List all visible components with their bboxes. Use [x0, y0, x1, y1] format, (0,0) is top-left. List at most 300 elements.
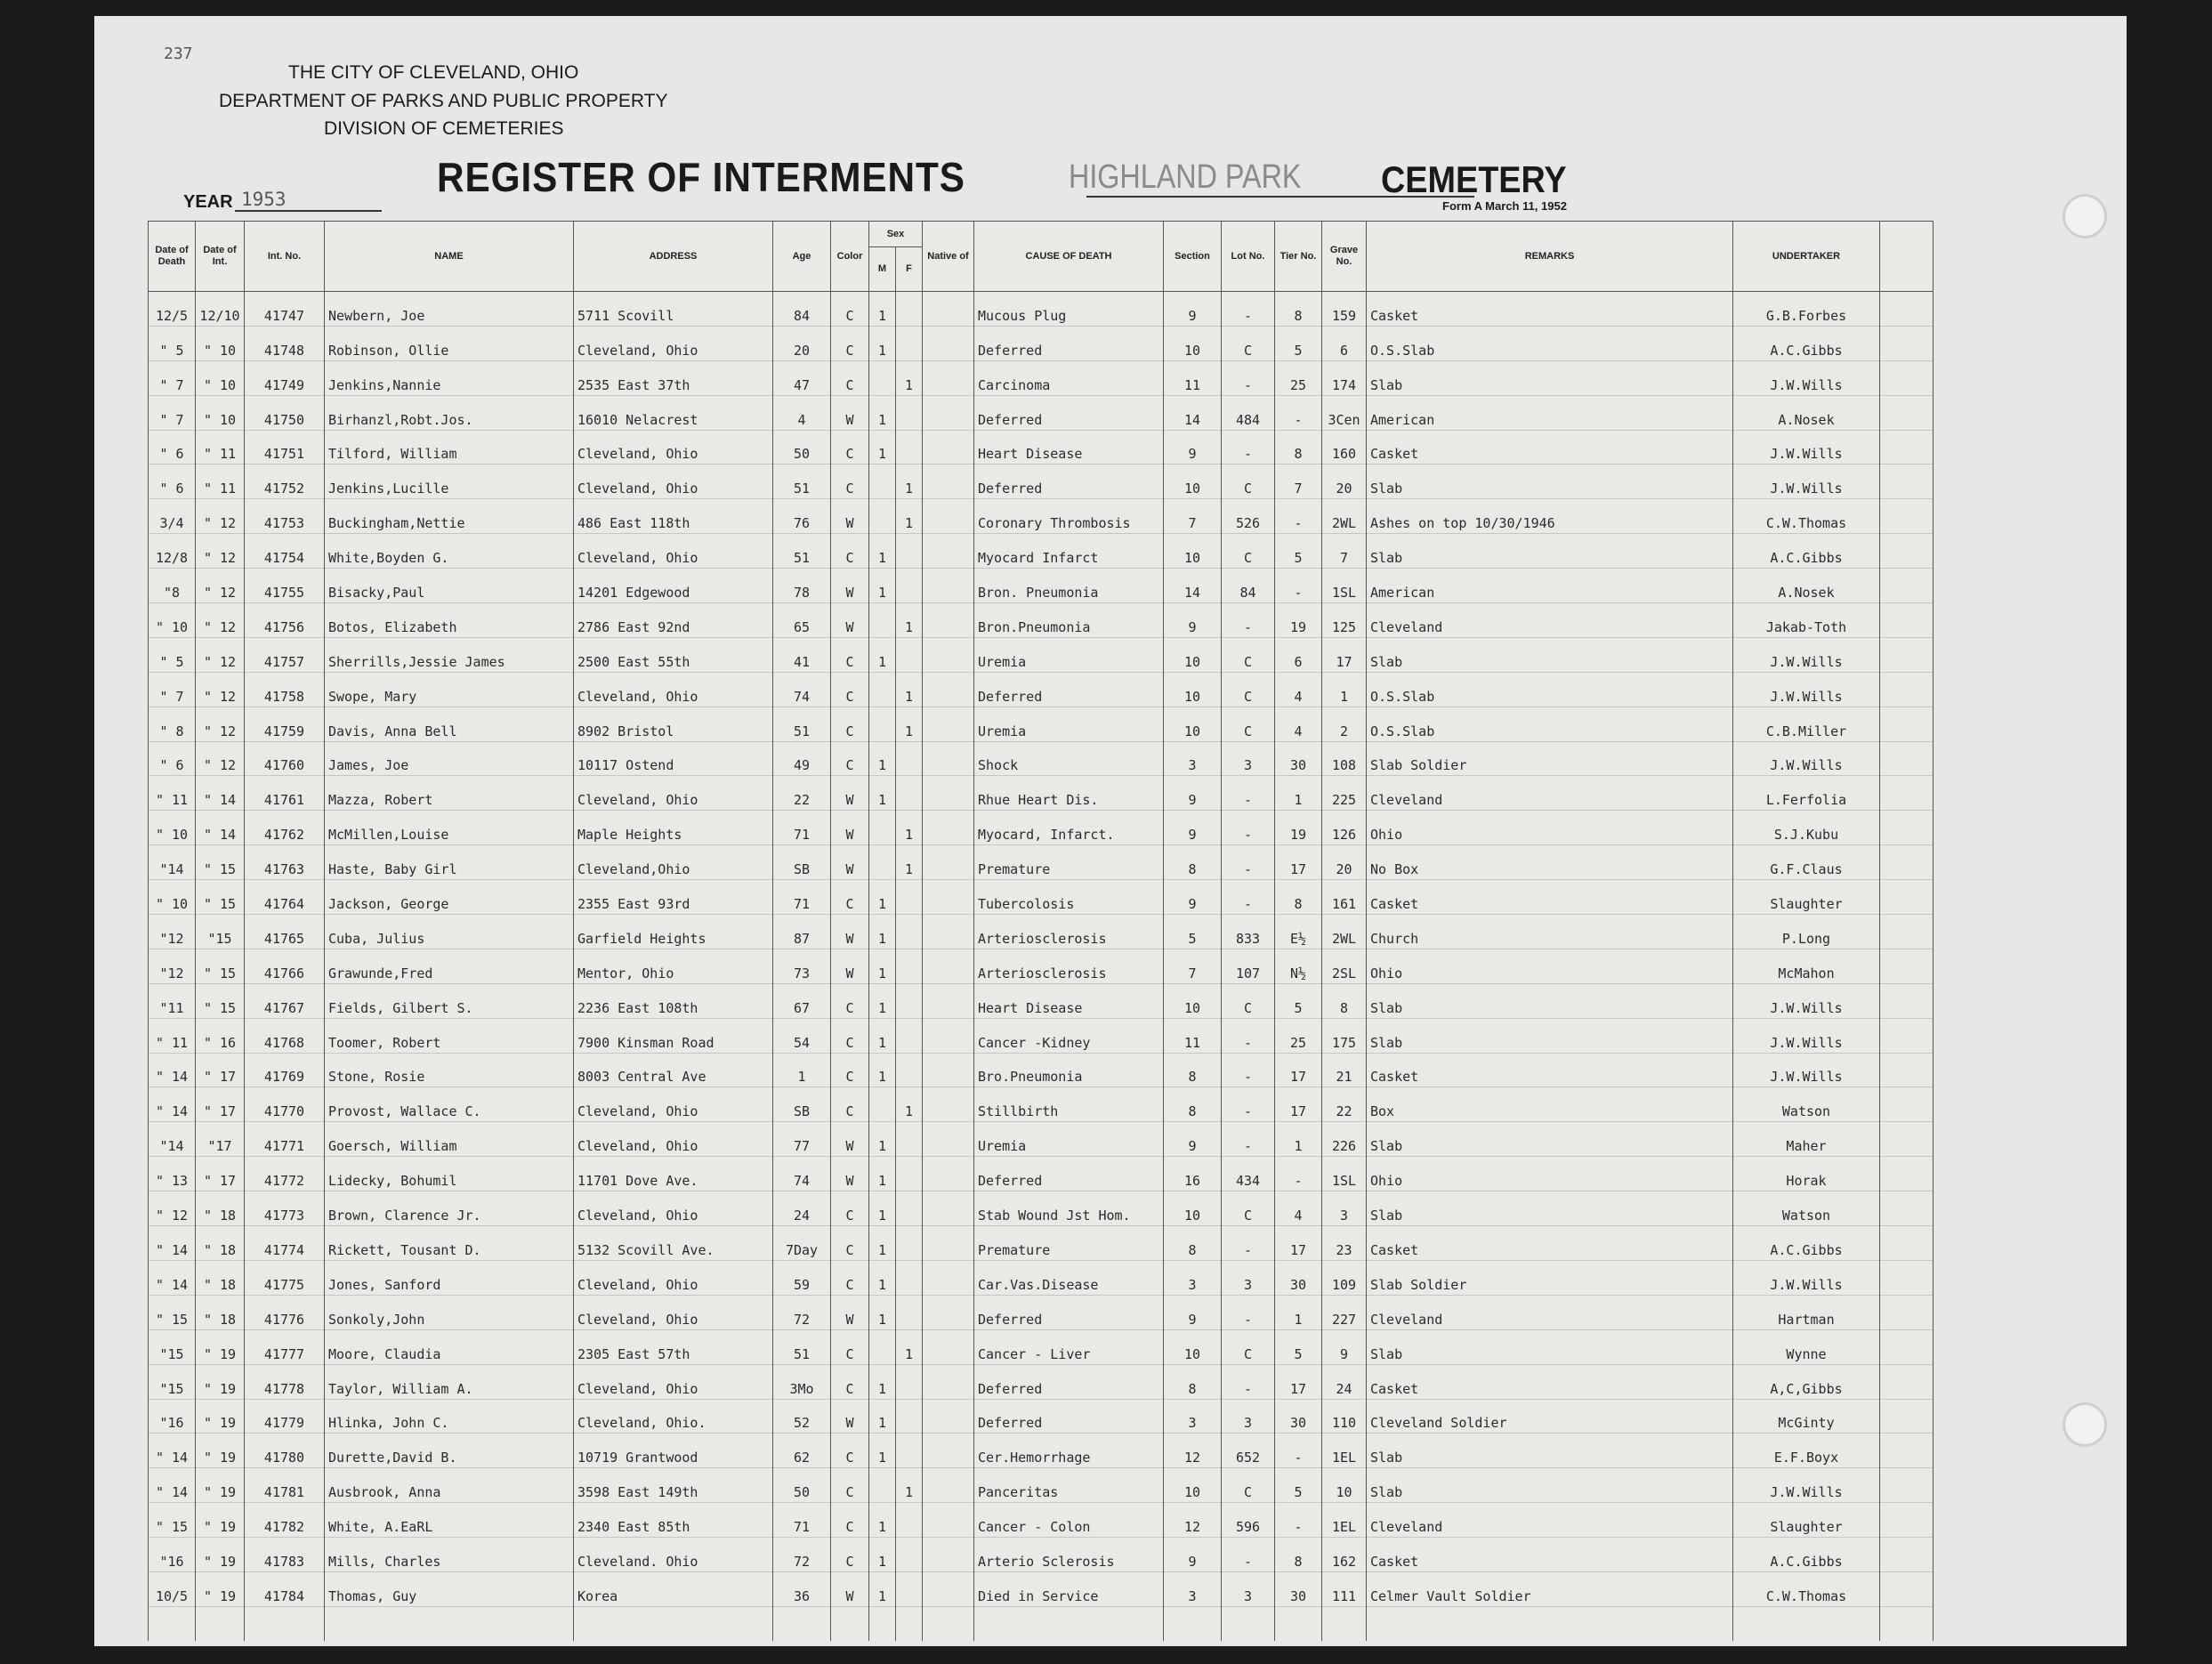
cell-cause: Heart Disease — [974, 430, 1164, 464]
cell-sex-f: 1 — [896, 464, 923, 499]
cell-int-no: 41771 — [245, 1122, 325, 1157]
cell-name: Toomer, Robert — [325, 1018, 574, 1053]
col-blank — [1880, 222, 1933, 292]
cell-address: Cleveland, Ohio — [574, 1191, 773, 1226]
cell-section: 9 — [1164, 1538, 1222, 1572]
cell-date-of-int: " 19 — [196, 1538, 245, 1572]
cell-int-no: 41781 — [245, 1468, 325, 1503]
cell-grave-no: 2WL — [1322, 915, 1367, 949]
cell-cause: Heart Disease — [974, 983, 1164, 1018]
cell-color: C — [831, 637, 869, 672]
cell-blank — [1880, 1295, 1933, 1329]
cell-section: 3 — [1164, 1260, 1222, 1295]
cell-blank — [1880, 1157, 1933, 1191]
cell-remarks: Cleveland — [1367, 776, 1733, 811]
cell-sex-f — [896, 1538, 923, 1572]
cell-date-of-int: " 15 — [196, 845, 245, 880]
cell-name: James, Joe — [325, 741, 574, 776]
cell-color: C — [831, 1260, 869, 1295]
cell-date-of-death: " 8 — [149, 707, 196, 741]
cell-remarks: Slab — [1367, 1434, 1733, 1468]
cell-remarks: Slab — [1367, 464, 1733, 499]
table-row — [149, 949, 1933, 983]
cell-remarks: Slab — [1367, 1018, 1733, 1053]
cell-tier-no: 4 — [1275, 672, 1322, 707]
cell-date-of-int: " 18 — [196, 1226, 245, 1261]
cell-lot-no: - — [1222, 880, 1275, 915]
cell-sex-m — [869, 707, 896, 741]
cell-tier-no: 5 — [1275, 534, 1322, 569]
cell-tier-no: - — [1275, 1434, 1322, 1468]
cell-remarks: American — [1367, 395, 1733, 430]
binder-ring-bottom — [2063, 1402, 2107, 1447]
cell-grave-no: 110 — [1322, 1399, 1367, 1434]
cell-undertaker: A.C.Gibbs — [1733, 534, 1880, 569]
cell-sex-f — [896, 915, 923, 949]
cell-sex-m: 1 — [869, 1295, 896, 1329]
cell-age: 71 — [773, 1503, 831, 1538]
cell-age: 7Day — [773, 1226, 831, 1261]
cell-section: 16 — [1164, 1157, 1222, 1191]
cell-empty — [1880, 1606, 1933, 1640]
cell-address: 8003 Central Ave — [574, 1053, 773, 1087]
cell-empty — [245, 1606, 325, 1640]
cell-sex-f: 1 — [896, 811, 923, 845]
cell-grave-no: 1EL — [1322, 1434, 1367, 1468]
cell-native-of — [923, 1434, 974, 1468]
cell-age: 74 — [773, 1157, 831, 1191]
table-row — [149, 811, 1933, 845]
cell-grave-no: 226 — [1322, 1122, 1367, 1157]
cell-grave-no: 20 — [1322, 464, 1367, 499]
col-name: NAME — [325, 222, 574, 292]
table-row — [149, 880, 1933, 915]
cell-address: Mentor, Ohio — [574, 949, 773, 983]
cell-section: 9 — [1164, 292, 1222, 327]
cell-address: 16010 Nelacrest — [574, 395, 773, 430]
cell-blank — [1880, 1087, 1933, 1122]
cell-name: Robinson, Ollie — [325, 326, 574, 360]
cell-date-of-death: "8 — [149, 569, 196, 603]
cell-date-of-death: " 7 — [149, 395, 196, 430]
cell-age: 67 — [773, 983, 831, 1018]
cell-sex-m — [869, 845, 896, 880]
cell-section: 8 — [1164, 1087, 1222, 1122]
cell-grave-no: 24 — [1322, 1364, 1367, 1399]
cell-grave-no: 2WL — [1322, 499, 1367, 534]
cell-cause: Myocard Infarct — [974, 534, 1164, 569]
table-row — [149, 1260, 1933, 1295]
cell-remarks: Slab Soldier — [1367, 1260, 1733, 1295]
cell-lot-no: 652 — [1222, 1434, 1275, 1468]
cell-color: C — [831, 464, 869, 499]
table-row — [149, 1157, 1933, 1191]
cell-cause: Bro.Pneumonia — [974, 1053, 1164, 1087]
cell-cause: Panceritas — [974, 1468, 1164, 1503]
cell-lot-no: - — [1222, 1538, 1275, 1572]
cell-color: W — [831, 603, 869, 638]
cell-grave-no: 23 — [1322, 1226, 1367, 1261]
cell-sex-f — [896, 1399, 923, 1434]
cell-grave-no: 125 — [1322, 603, 1367, 638]
cell-name: Jones, Sanford — [325, 1260, 574, 1295]
cell-sex-m — [869, 1468, 896, 1503]
cell-native-of — [923, 1122, 974, 1157]
cell-undertaker: A.Nosek — [1733, 395, 1880, 430]
cell-blank — [1880, 569, 1933, 603]
cell-blank — [1880, 1571, 1933, 1606]
cell-lot-no: - — [1222, 1295, 1275, 1329]
cell-cause: Coronary Thrombosis — [974, 499, 1164, 534]
cell-date-of-death: " 14 — [149, 1053, 196, 1087]
cell-date-of-death: " 14 — [149, 1087, 196, 1122]
cell-empty — [325, 1606, 574, 1640]
cell-date-of-int: " 10 — [196, 326, 245, 360]
cell-section: 3 — [1164, 741, 1222, 776]
cell-remarks: Church — [1367, 915, 1733, 949]
cell-sex-m — [869, 672, 896, 707]
cell-tier-no: 19 — [1275, 811, 1322, 845]
cell-tier-no: 4 — [1275, 707, 1322, 741]
cell-address: Cleveland, Ohio — [574, 464, 773, 499]
cell-native-of — [923, 1329, 974, 1364]
cell-cause: Deferred — [974, 1399, 1164, 1434]
cell-date-of-int: " 18 — [196, 1295, 245, 1329]
cell-lot-no: - — [1222, 1018, 1275, 1053]
cell-grave-no: 1SL — [1322, 1157, 1367, 1191]
cell-section: 8 — [1164, 1053, 1222, 1087]
cell-sex-f — [896, 1122, 923, 1157]
cell-date-of-int: " 12 — [196, 569, 245, 603]
cell-remarks: Slab — [1367, 983, 1733, 1018]
cell-name: Sonkoly,John — [325, 1295, 574, 1329]
cell-grave-no: 225 — [1322, 776, 1367, 811]
cell-cause: Rhue Heart Dis. — [974, 776, 1164, 811]
cell-address: Maple Heights — [574, 811, 773, 845]
cell-address: 2340 East 85th — [574, 1503, 773, 1538]
cell-cause: Uremia — [974, 637, 1164, 672]
cell-address: 486 East 118th — [574, 499, 773, 534]
cell-date-of-death: "12 — [149, 949, 196, 983]
table-row — [149, 292, 1933, 327]
cell-name: Jenkins,Lucille — [325, 464, 574, 499]
cell-native-of — [923, 534, 974, 569]
col-section: Section — [1164, 222, 1222, 292]
cell-section: 10 — [1164, 1468, 1222, 1503]
cell-undertaker: Slaughter — [1733, 1503, 1880, 1538]
cell-blank — [1880, 1503, 1933, 1538]
cell-native-of — [923, 1468, 974, 1503]
cell-int-no: 41752 — [245, 464, 325, 499]
cell-blank — [1880, 1329, 1933, 1364]
cell-blank — [1880, 811, 1933, 845]
cell-grave-no: 17 — [1322, 637, 1367, 672]
cell-lot-no: C — [1222, 983, 1275, 1018]
cell-native-of — [923, 776, 974, 811]
cell-tier-no: 17 — [1275, 1087, 1322, 1122]
cell-lot-no: - — [1222, 811, 1275, 845]
cell-remarks: O.S.Slab — [1367, 707, 1733, 741]
cell-int-no: 41755 — [245, 569, 325, 603]
cell-int-no: 41762 — [245, 811, 325, 845]
cell-cause: Carcinoma — [974, 360, 1164, 395]
cell-blank — [1880, 741, 1933, 776]
cell-sex-f: 1 — [896, 672, 923, 707]
cell-undertaker: J.W.Wills — [1733, 430, 1880, 464]
table-row — [149, 741, 1933, 776]
cell-date-of-int: " 10 — [196, 395, 245, 430]
cell-native-of — [923, 1260, 974, 1295]
cell-date-of-death: "15 — [149, 1329, 196, 1364]
cell-grave-no: 6 — [1322, 326, 1367, 360]
col-tier-no: Tier No. — [1275, 222, 1322, 292]
col-address: ADDRESS — [574, 222, 773, 292]
cell-date-of-int: " 19 — [196, 1399, 245, 1434]
cell-blank — [1880, 915, 1933, 949]
cell-blank — [1880, 880, 1933, 915]
cell-int-no: 41748 — [245, 326, 325, 360]
cell-sex-m: 1 — [869, 637, 896, 672]
cell-color: C — [831, 430, 869, 464]
cell-cause: Myocard, Infarct. — [974, 811, 1164, 845]
cell-cause: Tubercolosis — [974, 880, 1164, 915]
cell-cause: Deferred — [974, 395, 1164, 430]
table-row — [149, 1122, 1933, 1157]
cell-int-no: 41775 — [245, 1260, 325, 1295]
cell-age: 51 — [773, 464, 831, 499]
cell-tier-no: 19 — [1275, 603, 1322, 638]
cell-name: Moore, Claudia — [325, 1329, 574, 1364]
cell-native-of — [923, 637, 974, 672]
col-sex-m: M — [869, 247, 896, 292]
cell-sex-f — [896, 637, 923, 672]
cell-native-of — [923, 1226, 974, 1261]
cell-remarks: Ohio — [1367, 811, 1733, 845]
cell-color: C — [831, 292, 869, 327]
cell-sex-f — [896, 1364, 923, 1399]
cell-tier-no: 1 — [1275, 1295, 1322, 1329]
table-row — [149, 395, 1933, 430]
cell-grave-no: 9 — [1322, 1329, 1367, 1364]
cell-age: 76 — [773, 499, 831, 534]
table-row — [149, 326, 1933, 360]
cell-name: Newbern, Joe — [325, 292, 574, 327]
cell-lot-no: - — [1222, 430, 1275, 464]
cell-color: C — [831, 534, 869, 569]
cell-section: 11 — [1164, 1018, 1222, 1053]
cell-remarks: Casket — [1367, 1364, 1733, 1399]
cell-name: Hlinka, John C. — [325, 1399, 574, 1434]
cell-lot-no: 107 — [1222, 949, 1275, 983]
binder-ring-top — [2063, 194, 2107, 238]
cell-grave-no: 2 — [1322, 707, 1367, 741]
cell-name: Cuba, Julius — [325, 915, 574, 949]
table-row — [149, 1226, 1933, 1261]
cell-lot-no: 3 — [1222, 1260, 1275, 1295]
cell-sex-m: 1 — [869, 776, 896, 811]
cell-section: 9 — [1164, 603, 1222, 638]
cell-age: 50 — [773, 1468, 831, 1503]
cell-grave-no: 1EL — [1322, 1503, 1367, 1538]
cell-date-of-death: " 7 — [149, 672, 196, 707]
cell-section: 14 — [1164, 395, 1222, 430]
interments-table — [148, 221, 1933, 1641]
cell-cause: Cer.Hemorrhage — [974, 1434, 1164, 1468]
cell-remarks: Ohio — [1367, 949, 1733, 983]
cell-undertaker: A,C,Gibbs — [1733, 1364, 1880, 1399]
cell-native-of — [923, 880, 974, 915]
cell-date-of-int: " 14 — [196, 811, 245, 845]
cell-native-of — [923, 1538, 974, 1572]
cell-date-of-int: " 18 — [196, 1191, 245, 1226]
cell-address: 14201 Edgewood — [574, 569, 773, 603]
table-row — [149, 360, 1933, 395]
cell-tier-no: 25 — [1275, 1018, 1322, 1053]
cell-date-of-int: " 12 — [196, 637, 245, 672]
cell-remarks: Slab Soldier — [1367, 741, 1733, 776]
cell-name: Provost, Wallace C. — [325, 1087, 574, 1122]
cell-age: 54 — [773, 1018, 831, 1053]
cell-name: Botos, Elizabeth — [325, 603, 574, 638]
cell-date-of-death: " 13 — [149, 1157, 196, 1191]
cell-date-of-int: " 11 — [196, 430, 245, 464]
cell-sex-m — [869, 464, 896, 499]
cell-date-of-int: "15 — [196, 915, 245, 949]
cell-empty — [1222, 1606, 1275, 1640]
cell-remarks: Slab — [1367, 534, 1733, 569]
cell-tier-no: 8 — [1275, 1538, 1322, 1572]
cell-sex-f — [896, 880, 923, 915]
cell-undertaker: J.W.Wills — [1733, 637, 1880, 672]
cell-section: 8 — [1164, 845, 1222, 880]
cell-lot-no: C — [1222, 637, 1275, 672]
cell-sex-f: 1 — [896, 845, 923, 880]
cell-tier-no: 17 — [1275, 845, 1322, 880]
cell-remarks: Ohio — [1367, 1157, 1733, 1191]
cell-undertaker: J.W.Wills — [1733, 1260, 1880, 1295]
cell-date-of-int: " 10 — [196, 360, 245, 395]
cell-name: Goersch, William — [325, 1122, 574, 1157]
cell-date-of-death: " 11 — [149, 776, 196, 811]
cell-undertaker: L.Ferfolia — [1733, 776, 1880, 811]
cell-date-of-death: "14 — [149, 845, 196, 880]
cell-sex-m: 1 — [869, 569, 896, 603]
cell-age: 22 — [773, 776, 831, 811]
cell-tier-no: 25 — [1275, 360, 1322, 395]
cell-sex-f — [896, 1018, 923, 1053]
cell-native-of — [923, 1364, 974, 1399]
table-row — [149, 1087, 1933, 1122]
cell-name: Rickett, Tousant D. — [325, 1226, 574, 1261]
col-color: Color — [831, 222, 869, 292]
cell-tier-no: - — [1275, 1503, 1322, 1538]
cell-cause: Deferred — [974, 1157, 1164, 1191]
cell-lot-no: 596 — [1222, 1503, 1275, 1538]
cell-remarks: Cleveland — [1367, 1503, 1733, 1538]
table-row — [149, 1538, 1933, 1572]
cell-tier-no: - — [1275, 395, 1322, 430]
cell-section: 10 — [1164, 672, 1222, 707]
cell-section: 10 — [1164, 534, 1222, 569]
cell-empty — [1164, 1606, 1222, 1640]
cell-lot-no: - — [1222, 776, 1275, 811]
cell-blank — [1880, 464, 1933, 499]
cell-empty — [831, 1606, 869, 1640]
cell-undertaker: J.W.Wills — [1733, 741, 1880, 776]
cell-date-of-death: 10/5 — [149, 1571, 196, 1606]
cell-address: Cleveland, Ohio — [574, 430, 773, 464]
cell-native-of — [923, 1503, 974, 1538]
cell-lot-no: - — [1222, 360, 1275, 395]
cell-date-of-death: " 10 — [149, 880, 196, 915]
cell-tier-no: - — [1275, 1157, 1322, 1191]
cell-sex-m: 1 — [869, 1053, 896, 1087]
cell-name: Swope, Mary — [325, 672, 574, 707]
cell-tier-no: 17 — [1275, 1364, 1322, 1399]
cell-name: Tilford, William — [325, 430, 574, 464]
register-title: REGISTER OF INTERMENTS — [437, 154, 965, 200]
table-row — [149, 603, 1933, 638]
cell-grave-no: 22 — [1322, 1087, 1367, 1122]
cell-section: 11 — [1164, 360, 1222, 395]
table-row — [149, 464, 1933, 499]
cell-address: Cleveland,Ohio — [574, 845, 773, 880]
cell-remarks: Casket — [1367, 430, 1733, 464]
cell-sex-m: 1 — [869, 1364, 896, 1399]
cell-date-of-int: " 12 — [196, 603, 245, 638]
cell-remarks: Cleveland — [1367, 603, 1733, 638]
cell-int-no: 41779 — [245, 1399, 325, 1434]
cell-native-of — [923, 360, 974, 395]
cell-color: C — [831, 983, 869, 1018]
cell-section: 8 — [1164, 1226, 1222, 1261]
cell-sex-m: 1 — [869, 915, 896, 949]
cell-sex-m: 1 — [869, 1260, 896, 1295]
cell-lot-no: 84 — [1222, 569, 1275, 603]
cell-address: Korea — [574, 1571, 773, 1606]
cell-address: Garfield Heights — [574, 915, 773, 949]
cell-date-of-death: " 14 — [149, 1468, 196, 1503]
table-row — [149, 915, 1933, 949]
cell-remarks: Casket — [1367, 1053, 1733, 1087]
col-age: Age — [773, 222, 831, 292]
cell-undertaker: J.W.Wills — [1733, 983, 1880, 1018]
cell-date-of-death: " 7 — [149, 360, 196, 395]
cell-grave-no: 161 — [1322, 880, 1367, 915]
cell-native-of — [923, 430, 974, 464]
cell-native-of — [923, 569, 974, 603]
cell-date-of-death: " 6 — [149, 741, 196, 776]
cell-date-of-death: "16 — [149, 1538, 196, 1572]
cell-color: W — [831, 569, 869, 603]
cell-blank — [1880, 534, 1933, 569]
cell-int-no: 41773 — [245, 1191, 325, 1226]
cell-name: Jackson, George — [325, 880, 574, 915]
cell-native-of — [923, 395, 974, 430]
cell-name: Mills, Charles — [325, 1538, 574, 1572]
cell-color: C — [831, 741, 869, 776]
cell-section: 9 — [1164, 430, 1222, 464]
cell-cause: Stab Wound Jst Hom. — [974, 1191, 1164, 1226]
cell-section: 10 — [1164, 637, 1222, 672]
cell-int-no: 41778 — [245, 1364, 325, 1399]
cell-remarks: Casket — [1367, 1538, 1733, 1572]
cell-age: 71 — [773, 811, 831, 845]
cell-tier-no: N½ — [1275, 949, 1322, 983]
year-underline — [235, 210, 382, 212]
cell-int-no: 41768 — [245, 1018, 325, 1053]
cell-sex-f: 1 — [896, 499, 923, 534]
